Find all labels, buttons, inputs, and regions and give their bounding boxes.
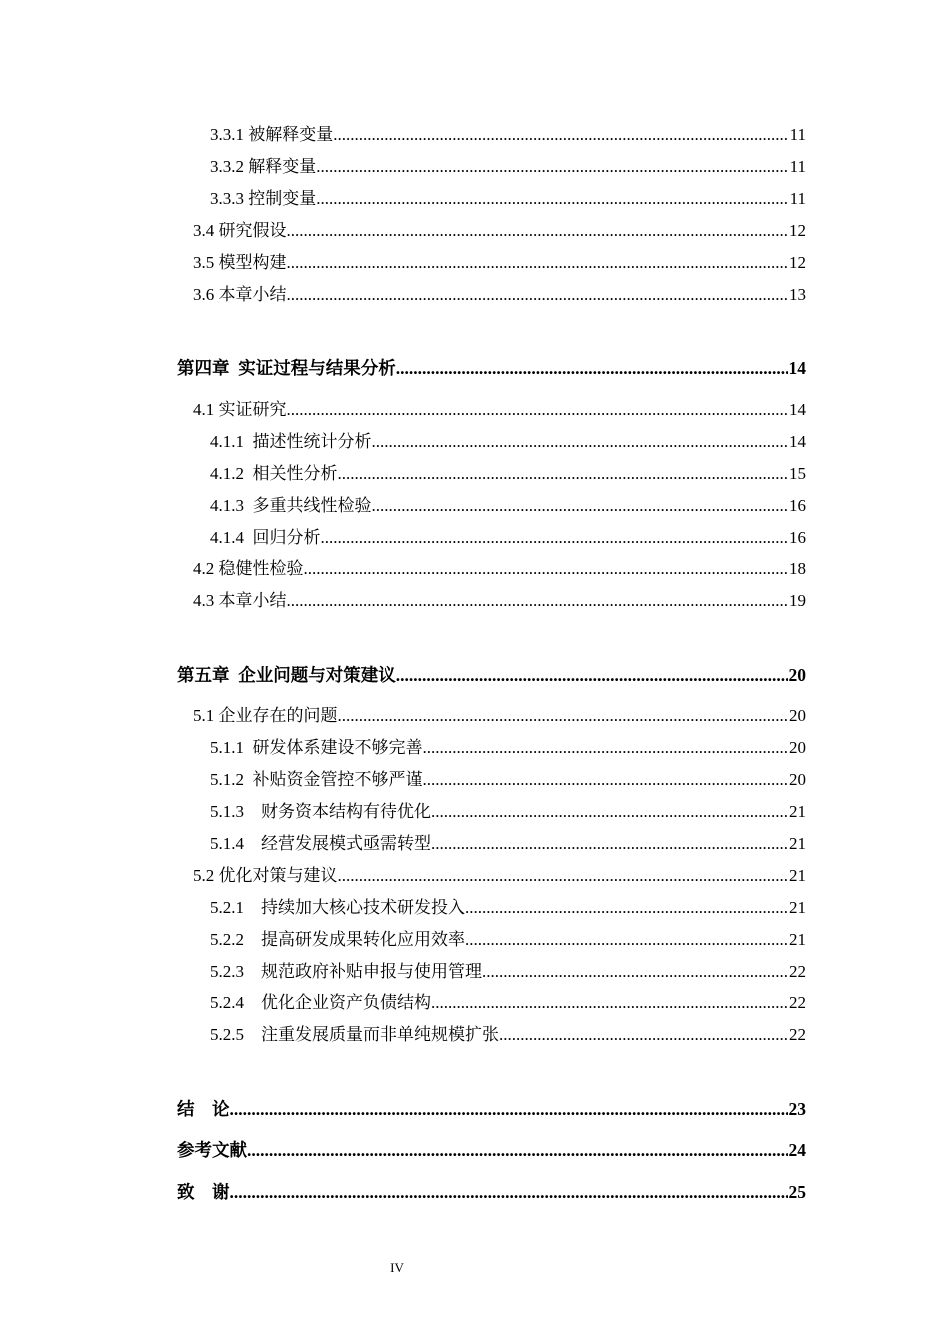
toc-entry-title: 4.3 本章小结 bbox=[193, 591, 287, 610]
toc-page-number: 11 bbox=[789, 125, 806, 144]
toc-leader-dots bbox=[304, 558, 789, 580]
toc-entry[interactable] bbox=[193, 214, 806, 242]
toc-entry-title: 致 谢 bbox=[177, 1182, 230, 1202]
toc-entry[interactable] bbox=[193, 699, 806, 727]
toc-entry-title: 5.1 企业存在的问题 bbox=[193, 706, 338, 725]
toc-entry[interactable] bbox=[210, 795, 806, 823]
toc-entry[interactable] bbox=[210, 521, 806, 549]
toc-page-number: 22 bbox=[789, 993, 806, 1012]
toc-entry-title: 3.6 本章小结 bbox=[193, 285, 287, 304]
page-number: IV bbox=[390, 1260, 404, 1275]
toc-page-number: 16 bbox=[789, 528, 806, 547]
toc-entry[interactable] bbox=[210, 425, 806, 453]
toc-entry-title: 3.4 研究假设 bbox=[193, 221, 287, 240]
toc-entry[interactable] bbox=[193, 393, 806, 421]
toc-leader-dots bbox=[230, 1098, 789, 1120]
toc-page-number: 16 bbox=[789, 496, 806, 515]
toc-page-number: 14 bbox=[788, 358, 806, 378]
toc-entry-title: 5.1.2 补贴资金管控不够严谨 bbox=[210, 770, 423, 789]
toc-leader-dots bbox=[499, 1024, 788, 1046]
toc-page-number: 20 bbox=[789, 738, 806, 757]
toc-entry-title: 4.1 实证研究 bbox=[193, 400, 287, 419]
toc-chapter-entry[interactable] bbox=[177, 351, 806, 379]
toc-entry-title: 第五章 企业问题与对策建议 bbox=[177, 665, 396, 685]
toc-entry-title: 5.2.4 优化企业资产负债结构 bbox=[210, 993, 431, 1012]
toc-entry-title: 4.1.1 描述性统计分析 bbox=[210, 432, 372, 451]
toc-entry[interactable] bbox=[193, 859, 806, 887]
toc-page-number: 25 bbox=[788, 1182, 806, 1202]
toc-entry-title: 5.2 优化对策与建议 bbox=[193, 866, 338, 885]
toc-page-number: 22 bbox=[789, 1025, 806, 1044]
toc-entry[interactable] bbox=[210, 457, 806, 485]
toc-leader-dots bbox=[316, 188, 788, 210]
toc-leader-dots bbox=[423, 737, 789, 759]
toc-leader-dots bbox=[372, 431, 789, 453]
toc-entry[interactable] bbox=[210, 763, 806, 791]
toc-page-number: 21 bbox=[789, 866, 806, 885]
toc-leader-dots bbox=[287, 252, 789, 274]
toc-entry-title: 3.5 模型构建 bbox=[193, 253, 287, 272]
toc-entry[interactable] bbox=[210, 118, 806, 146]
toc-chapter-entry[interactable] bbox=[177, 658, 806, 686]
toc-entry-title: 结 论 bbox=[177, 1099, 230, 1119]
toc-leader-dots bbox=[287, 220, 789, 242]
toc-entry-title: 4.1.3 多重共线性检验 bbox=[210, 496, 372, 515]
toc-leader-dots bbox=[230, 1181, 789, 1203]
toc-entry-title: 5.2.5 注重发展质量而非单纯规模扩张 bbox=[210, 1025, 499, 1044]
toc-leader-dots bbox=[396, 357, 788, 379]
toc-entry-title: 4.2 稳健性检验 bbox=[193, 559, 304, 578]
toc-entry-title: 3.3.1 被解释变量 bbox=[210, 125, 334, 144]
toc-leader-dots bbox=[321, 527, 789, 549]
toc-page-number: 12 bbox=[789, 221, 806, 240]
toc-entry[interactable] bbox=[210, 923, 806, 951]
toc-entry-title: 5.2.2 提高研发成果转化应用效率 bbox=[210, 930, 465, 949]
toc-entry-title: 5.1.1 研发体系建设不够完善 bbox=[210, 738, 423, 757]
toc-page-number: 21 bbox=[789, 834, 806, 853]
toc-entry-title: 第四章 实证过程与结果分析 bbox=[177, 358, 396, 378]
toc-page-number: 21 bbox=[789, 802, 806, 821]
toc-entry[interactable] bbox=[210, 731, 806, 759]
toc-entry-title: 4.1.4 回归分析 bbox=[210, 528, 321, 547]
toc-leader-dots bbox=[333, 124, 788, 146]
toc-page-number: 20 bbox=[788, 665, 806, 685]
toc-chapter-entry[interactable] bbox=[177, 1133, 806, 1161]
toc-leader-dots bbox=[287, 399, 789, 421]
toc-leader-dots bbox=[316, 156, 788, 178]
toc-page-number: 23 bbox=[788, 1099, 806, 1119]
toc-entry[interactable] bbox=[193, 278, 806, 306]
toc-entry[interactable] bbox=[210, 827, 806, 855]
toc-page-number: 22 bbox=[789, 962, 806, 981]
toc-entry-title: 5.2.1 持续加大核心技术研发投入 bbox=[210, 898, 465, 917]
toc-chapter-entry[interactable] bbox=[177, 1175, 806, 1203]
toc-page-number: 18 bbox=[789, 559, 806, 578]
toc-entry[interactable] bbox=[210, 1018, 806, 1046]
toc-page-number: 13 bbox=[789, 285, 806, 304]
toc-entry[interactable] bbox=[210, 182, 806, 210]
toc-leader-dots bbox=[372, 495, 789, 517]
toc-entry[interactable] bbox=[193, 552, 806, 580]
toc-leader-dots bbox=[338, 463, 789, 485]
toc-leader-dots bbox=[247, 1139, 788, 1161]
toc-page-number: 19 bbox=[789, 591, 806, 610]
toc-leader-dots bbox=[423, 769, 789, 791]
toc-page-number: 12 bbox=[789, 253, 806, 272]
toc-page-number: 20 bbox=[789, 706, 806, 725]
toc-entry-title: 4.1.2 相关性分析 bbox=[210, 464, 338, 483]
toc-entry[interactable] bbox=[210, 986, 806, 1014]
toc-page-number: 24 bbox=[788, 1140, 806, 1160]
toc-leader-dots bbox=[287, 590, 789, 612]
toc-leader-dots bbox=[431, 801, 788, 823]
toc-leader-dots bbox=[338, 705, 789, 727]
toc-leader-dots bbox=[396, 664, 788, 686]
toc-page-number: 14 bbox=[789, 432, 806, 451]
toc-page-number: 21 bbox=[789, 898, 806, 917]
toc-leader-dots bbox=[431, 833, 788, 855]
toc-leader-dots bbox=[287, 284, 789, 306]
toc-entry[interactable] bbox=[193, 584, 806, 612]
toc-entry[interactable] bbox=[210, 955, 806, 983]
toc-entry-title: 5.1.3 财务资本结构有待优化 bbox=[210, 802, 431, 821]
toc-entry-title: 3.3.2 解释变量 bbox=[210, 157, 317, 176]
toc-entry[interactable] bbox=[193, 246, 806, 274]
toc-page-number: 20 bbox=[789, 770, 806, 789]
toc-leader-dots bbox=[465, 897, 788, 919]
toc-entry[interactable] bbox=[210, 489, 806, 517]
toc-leader-dots bbox=[431, 992, 788, 1014]
toc-page-number: 11 bbox=[789, 157, 806, 176]
toc-entry-title: 3.3.3 控制变量 bbox=[210, 189, 317, 208]
toc-leader-dots bbox=[338, 865, 789, 887]
toc-page-number: 15 bbox=[789, 464, 806, 483]
toc-entry-title: 5.1.4 经营发展模式亟需转型 bbox=[210, 834, 431, 853]
toc-leader-dots bbox=[465, 929, 788, 951]
toc-page-number: 21 bbox=[789, 930, 806, 949]
toc-page-number: 11 bbox=[789, 189, 806, 208]
toc-page-number: 14 bbox=[789, 400, 806, 419]
toc-chapter-entry[interactable] bbox=[177, 1092, 806, 1120]
toc-entry-title: 5.2.3 规范政府补贴申报与使用管理 bbox=[210, 962, 482, 981]
toc-entry[interactable] bbox=[210, 891, 806, 919]
toc-entry-title: 参考文献 bbox=[177, 1140, 247, 1160]
toc-entry[interactable] bbox=[210, 150, 806, 178]
toc-leader-dots bbox=[482, 961, 788, 983]
